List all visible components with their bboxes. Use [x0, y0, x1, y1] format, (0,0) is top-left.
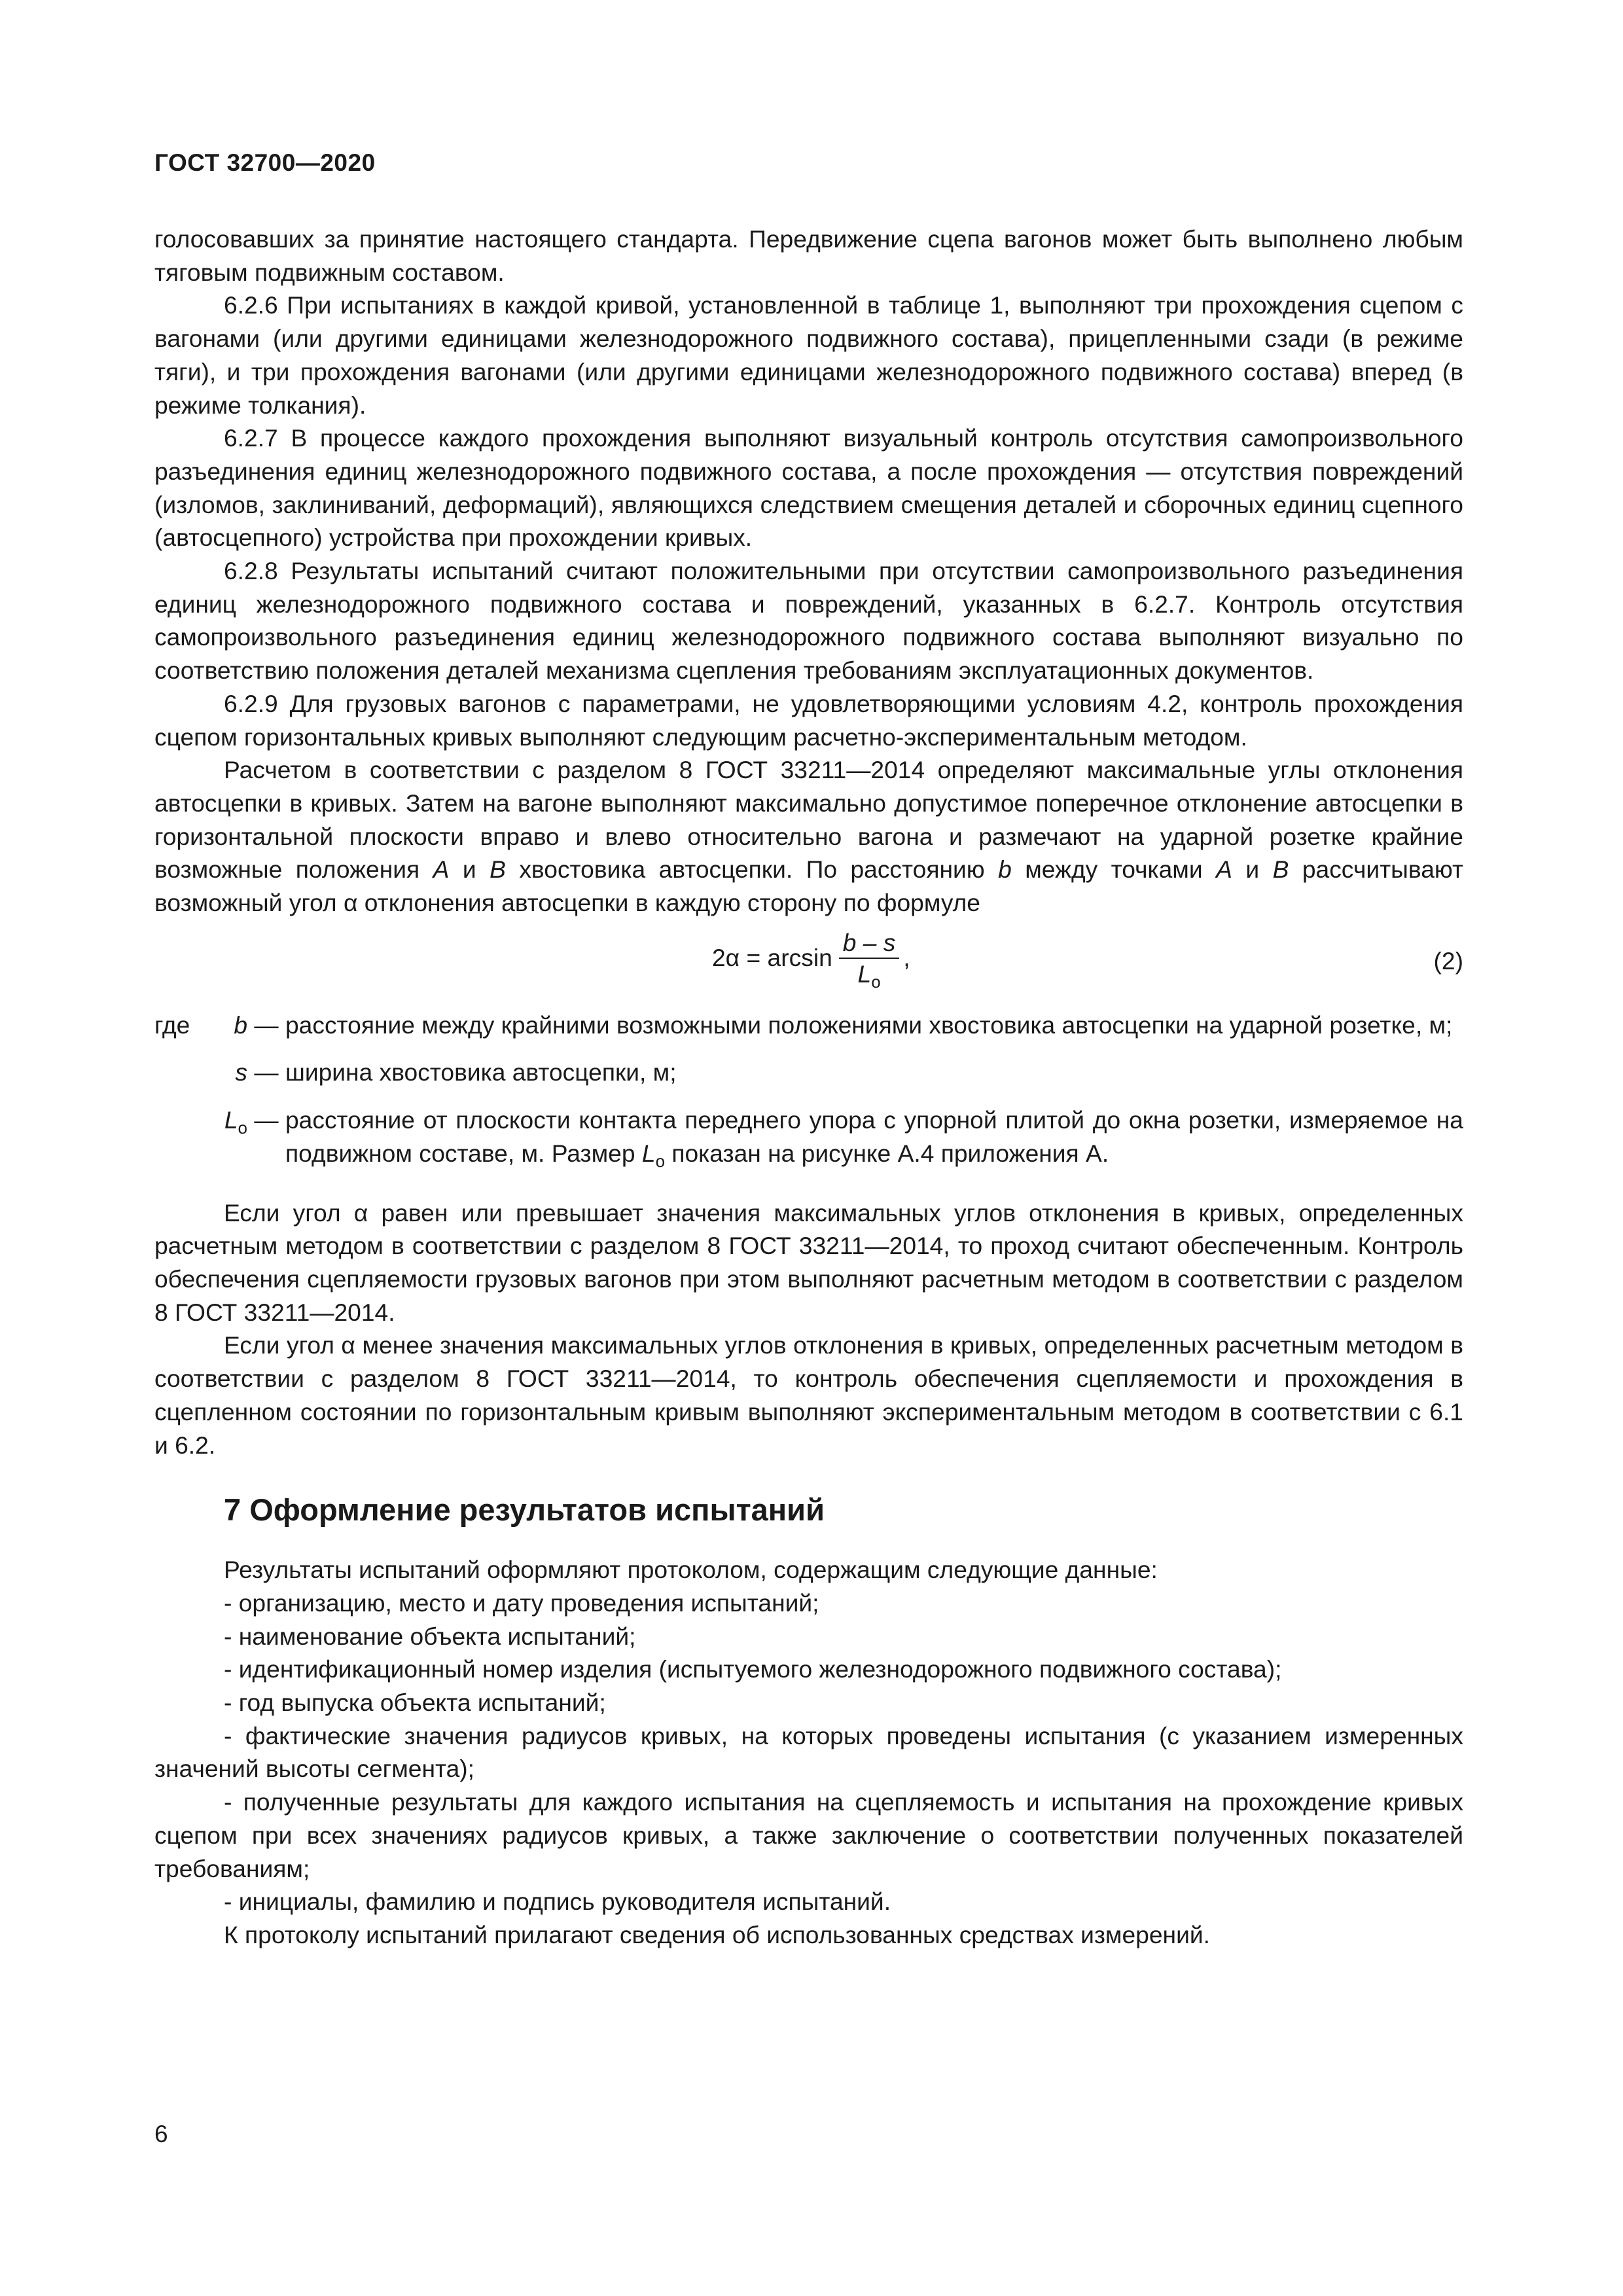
- document-header: ГОСТ 32700—2020: [154, 149, 376, 176]
- paragraph-6-2-6: 6.2.6 При испытаниях в каждой кривой, установленной в таблице 1, выполняют три прохождения сцепом с вагонами (или другими единицами железнодорожного подвижного состава), прицепленными сзади (в режиме тяги), и три прохождения вагонами (или другими единицами железнодорожного подвижного состава) вперед (в режиме толкания).: [154, 291, 1463, 419]
- list-item: - полученные результаты для каждого испытания на сцепляемость и испытания на прохождение кривых сцепом при всех значениях радиусов кривых, а также заключение о соответствии полученных показателей требованиям;: [154, 1788, 1463, 1882]
- page-number: 6: [154, 2121, 168, 2147]
- list-item: - организацию, место и дату проведения испытаний;: [224, 1588, 819, 1617]
- list-item: - наименование объекта испытаний;: [224, 1622, 636, 1650]
- paragraph-calculation: Расчетом в соответствии с разделом 8 ГОСТ 33211—2014 определяют максимальные углы отклонения автосцепки в кривых. Затем на вагоне выполняют максимально допустимое поперечное отклонение автосцепки в горизонтальной плоскости вправо и влево относительно вагона и размечают на ударной розетке крайние возможные положения А и В хвостовика автосцепки. По расстоянию b между точками А и В рассчитывают возможный угол α отклонения автосцепки в каждую сторону по формуле: [154, 756, 1464, 917]
- where-label: где: [154, 1011, 190, 1039]
- formula-fraction: [839, 927, 900, 992]
- section-7-intro: Результаты испытаний оформляют протоколом, содержащим следующие данные:: [224, 1556, 1158, 1584]
- formula-denominator: $L_о$: [857, 960, 881, 992]
- where-item-s: [154, 1056, 1463, 1089]
- section-7-closing: К протоколу испытаний прилагают сведения об использованных средствах измерений.: [224, 1920, 1210, 1948]
- document-body: [154, 223, 1463, 1952]
- where-symbol-s: s: [235, 1058, 247, 1086]
- list-item: - год выпуска объекта испытаний;: [224, 1689, 606, 1717]
- paragraph-angle-less: Если угол α менее значения максимальных углов отклонения в кривых, определенных расчетным методом в соответствии с разделом 8 ГОСТ 33211—2014, то контроль обеспечения сцепляемости и прохождения в сцепленном состоянии по горизонтальным кривым выполняют экспериментальным методом в соответствии с 6.1 и 6.2.: [154, 1331, 1463, 1459]
- where-item-L: [154, 1103, 1463, 1170]
- paragraph-continuation: голосовавших за принятие настоящего стандарта. Передвижение сцепа вагонов может быть выполнено любым тяговым подвижным составом.: [154, 225, 1463, 286]
- paragraph-angle-exceeds: Если угол α равен или превышает значения максимальных углов отклонения в кривых, определенных расчетным методом в соответствии с разделом 8 ГОСТ 33211—2014, то проход считают обеспеченным. Контроль обеспечения сцепляемости грузовых вагонов при этом выполняют расчетным методом в соответствии с разделом 8 ГОСТ 33211—2014.: [154, 1198, 1463, 1326]
- list-item: - инициалы, фамилию и подпись руководителя испытаний.: [224, 1888, 891, 1916]
- where-dash: —: [254, 1106, 279, 1134]
- paragraph-6-2-8: 6.2.8 Результаты испытаний считают положительными при отсутствии самопроизвольного разъединения единиц железнодорожного подвижного состава и повреждений, указанных в 6.2.7. Контроль отсутствия самопроизвольного разъединения единиц железнодорожного подвижного состава выполняют визуально по соответствию положения деталей механизма сцепления требованиям эксплуатационных документов.: [154, 557, 1463, 685]
- where-definition-b: расстояние между крайними возможными положениями хвостовика автосцепки на ударной розетке, м;: [285, 1011, 1453, 1039]
- paragraph-6-2-9: 6.2.9 Для грузовых вагонов с параметрами, не удовлетворяющими условиям 4.2, контроль прохождения сцепом горизонтальных кривых выполняют следующим расчетно-экспериментальным методом.: [154, 689, 1463, 751]
- section-7-title: 7 Оформление результатов испытаний: [224, 1492, 825, 1528]
- formula-tail: ,: [903, 944, 910, 972]
- list-item: - фактические значения радиусов кривых, на которых проведены испытания (с указанием измеренных значений высоты сегмента);: [154, 1721, 1463, 1783]
- where-definition-L: расстояние от плоскости контакта переднего упора с упорной плитой до окна розетки, измеряемое на подвижном составе, м. Размер $L_о$ показан на рисунке А.4 приложения А.: [285, 1106, 1463, 1171]
- formula-numerator: b – s: [839, 927, 900, 959]
- formula-expression: [712, 927, 910, 992]
- where-dash: —: [254, 1011, 279, 1039]
- list-item: - идентификационный номер изделия (испытуемого железнодорожного подвижного состава);: [224, 1655, 1282, 1683]
- where-definition-s: ширина хвостовика автосцепки, м;: [285, 1058, 677, 1086]
- paragraph-6-2-7: 6.2.7 В процессе каждого прохождения выполняют визуальный контроль отсутствия самопроизвольного разъединения единиц железнодорожного подвижного состава, а после прохождения — отсутствия повреждений (изломов, заклиниваний, деформаций), являющихся следствием смещения деталей и сборочных единиц сцепного (автосцепного) устройства при прохождении кривых.: [154, 424, 1463, 552]
- formula-number: (2): [1433, 946, 1463, 975]
- where-symbol-b: b: [234, 1011, 247, 1039]
- formula-lhs: 2α = arcsin: [712, 944, 832, 972]
- where-block: [154, 1009, 1463, 1170]
- formula-2: [154, 924, 1463, 994]
- where-symbol-L: $L_о$: [224, 1106, 247, 1138]
- where-item-b: [154, 1009, 1463, 1042]
- where-dash: —: [254, 1058, 279, 1086]
